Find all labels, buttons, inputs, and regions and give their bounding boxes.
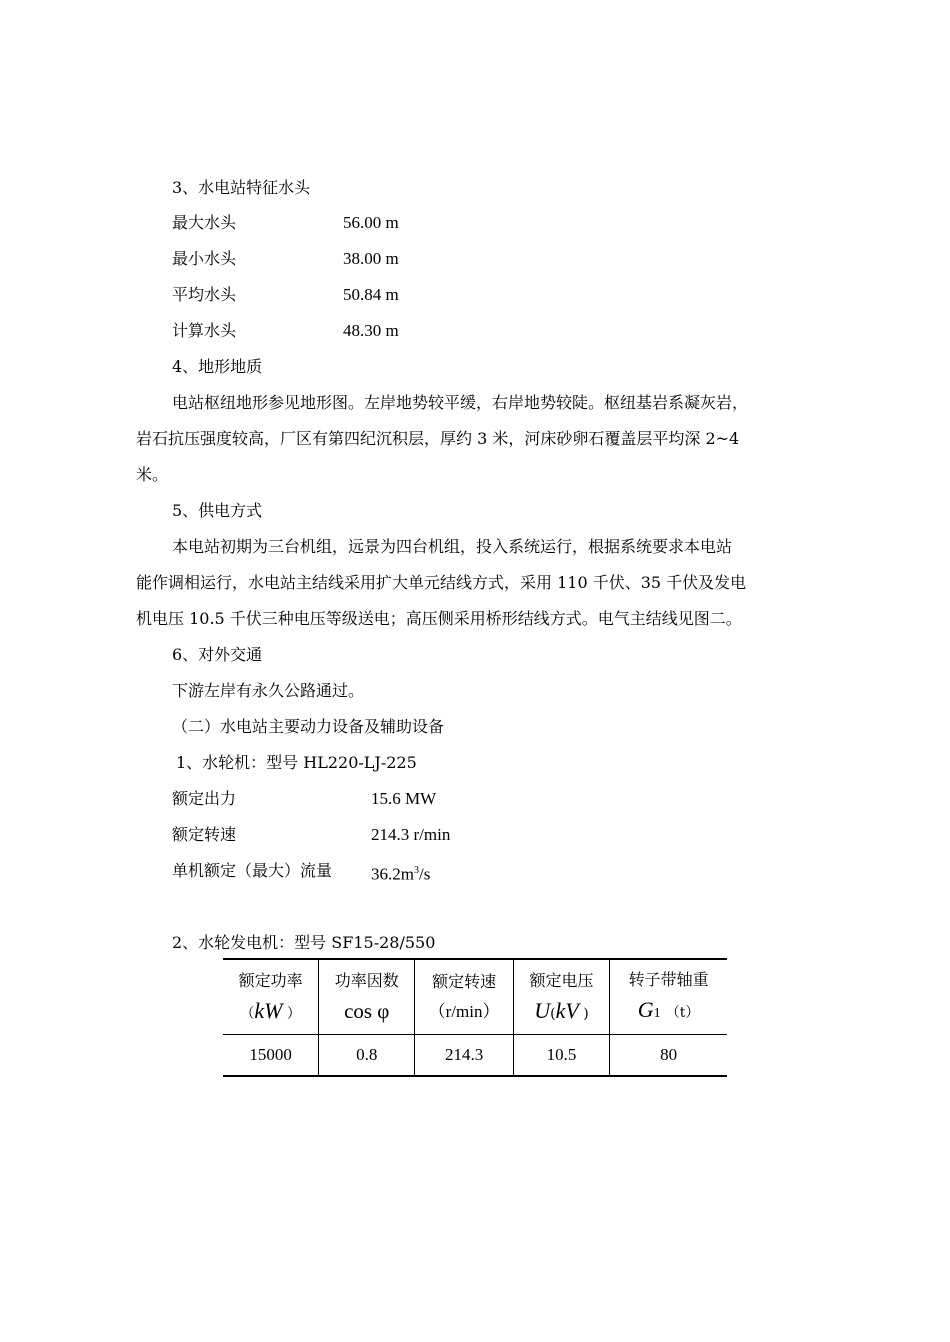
header-rated-speed: 额定转速 （r/min）: [415, 959, 514, 1035]
max-head-value: 56.00 m: [343, 213, 399, 232]
rated-flow-label: 单机额定（最大）流量: [172, 861, 333, 880]
power-supply-paragraph-line-2: 能作调相运行，水电站主结线采用扩大单元结线方式，采用 110 千伏、35 千伏及发电: [136, 573, 747, 592]
section-6-heading: 6、对外交通: [172, 645, 263, 664]
cell-rated-voltage: 10.5: [513, 1035, 609, 1077]
rated-flow-value: $36.2m^3/s$: [371, 864, 431, 884]
header-rated-voltage: 额定电压 U(kV ): [513, 959, 609, 1035]
section-5-heading: 5、供电方式: [172, 501, 263, 520]
generator-spec-table: [223, 958, 727, 1077]
geology-paragraph-line-3: 米。: [136, 465, 169, 484]
part-2-heading: （二）水电站主要动力设备及辅助设备: [172, 717, 445, 736]
header-power-factor: 功率因数 cos φ: [319, 959, 415, 1035]
cell-power-factor: 0.8: [319, 1035, 415, 1077]
section-4-heading: 4、地形地质: [172, 357, 263, 376]
section-3-heading: 3、水电站特征水头: [172, 178, 311, 197]
table-row: [223, 1035, 727, 1077]
header-rotor-weight: 转子带轴重 G1 （t）: [610, 959, 727, 1035]
header-rated-power: 额定功率 （kW ）: [223, 959, 319, 1035]
power-supply-paragraph-line-3: 机电压 10.5 千伏三种电压等级送电；高压侧采用桥形结线方式。电气主结线见图二。: [136, 609, 742, 628]
rated-speed-value: 214.3 r/min: [371, 825, 451, 844]
min-head-value: 38.00 m: [343, 249, 399, 268]
rated-output-label: 额定出力: [172, 789, 237, 808]
rated-speed-label: 额定转速: [172, 825, 237, 844]
cell-rated-power: 15000: [223, 1035, 319, 1077]
transport-text: 下游左岸有永久公路通过。: [172, 681, 365, 700]
generator-heading: 2、水轮发电机：型号 SF15-28/550: [172, 933, 436, 952]
turbine-heading: 1、水轮机：型号 HL220-LJ-225: [176, 753, 417, 772]
geology-paragraph-line-1: 电站枢纽地形参见地形图。左岸地势较平缓，右岸地势较陡。枢纽基岩系凝灰岩，: [172, 393, 749, 412]
avg-head-label: 平均水头: [172, 285, 237, 304]
calc-head-value: 48.30 m: [343, 321, 399, 340]
calc-head-label: 计算水头: [172, 321, 237, 340]
geology-paragraph-line-2: 岩石抗压强度较高，厂区有第四纪沉积层，厚约 3 米，河床砂卵石覆盖层平均深 2~4: [136, 429, 740, 448]
avg-head-value: 50.84 m: [343, 285, 399, 304]
cell-rated-speed: 214.3: [415, 1035, 514, 1077]
table-header-row: [223, 959, 727, 1035]
max-head-label: 最大水头: [172, 213, 237, 232]
power-supply-paragraph-line-1: 本电站初期为三台机组，远景为四台机组，投入系统运行，根据系统要求本电站: [172, 537, 733, 556]
rated-output-value: 15.6 MW: [371, 789, 437, 808]
cell-rotor-weight: 80: [610, 1035, 727, 1077]
min-head-label: 最小水头: [172, 249, 237, 268]
